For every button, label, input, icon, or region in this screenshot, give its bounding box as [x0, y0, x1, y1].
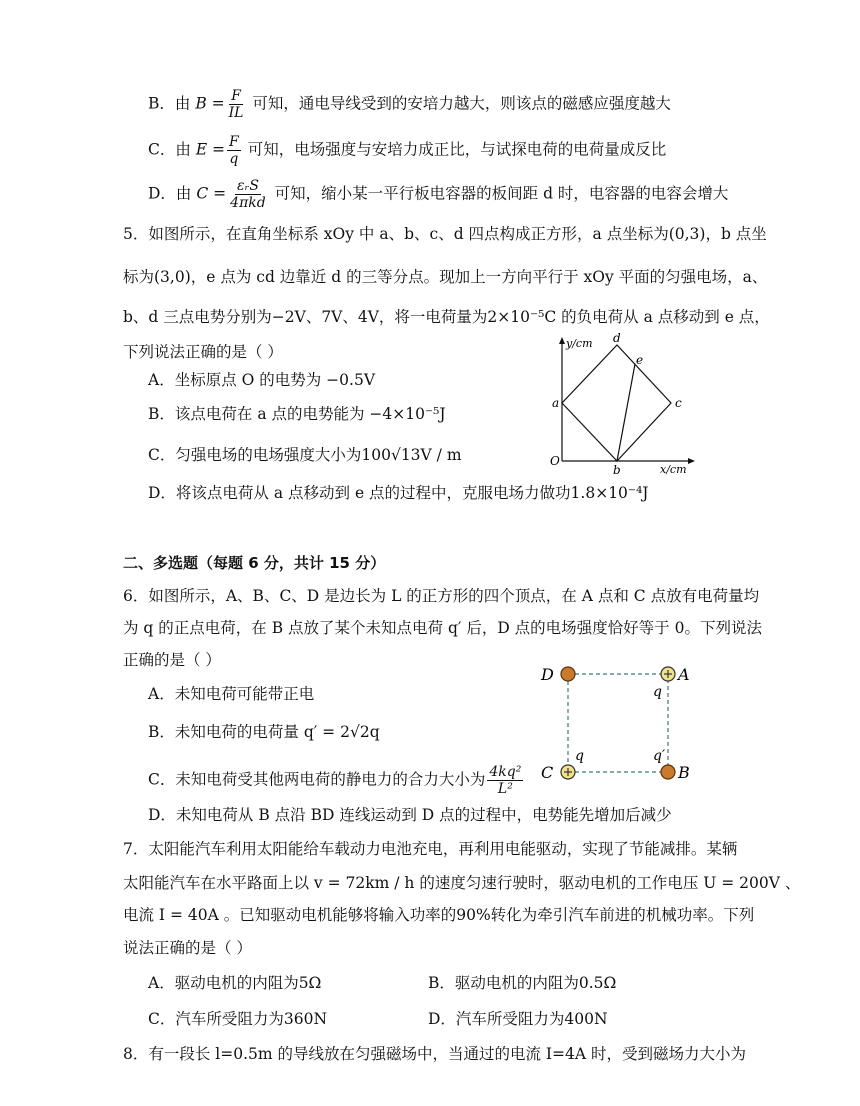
- q6-charge-b: [661, 765, 675, 779]
- q4-c-numerator: F: [229, 134, 239, 150]
- q6-option-a: A．未知电荷可能带正电: [148, 685, 315, 703]
- q6-label-qb: q′: [653, 748, 666, 764]
- q5-line-be: [617, 364, 635, 461]
- q4-option-b: [148, 88, 671, 121]
- q4-c-denominator: q: [229, 151, 239, 167]
- q5-ylabel: y/cm: [566, 337, 593, 350]
- q4-option-c: [148, 134, 666, 167]
- q7-line-3: 电流 I = 40A 。已知驱动电机能够将输入功率的90%转化为牵引汽车前进的机械功率。下列: [123, 906, 755, 924]
- q5-point-a: a: [552, 396, 560, 410]
- q6-line-3: 正确的是（ ）: [123, 651, 221, 669]
- q5-option-c: C．匀强电场的电场强度大小为100√13V / m: [148, 446, 462, 464]
- section-2-heading: 二、多选题（每题 6 分，共计 15 分）: [123, 554, 386, 572]
- q8-line-1: 8．有一段长 l=0.5m 的导线放在匀强磁场中，当通过的电流 I=4A 时，受到磁场力大小为: [123, 1045, 747, 1063]
- q5-line-4: 下列说法正确的是（ ）: [123, 343, 283, 361]
- q4-c-text: 可知，电场强度与安培力成正比，与试探电荷的电荷量成反比: [247, 140, 667, 159]
- q5-option-a: A．坐标原点 O 的电势为 −0.5V: [148, 371, 376, 389]
- q6-option-b: B．未知电荷的电荷量 q′ = 2√2q: [148, 723, 380, 741]
- q7-option-b: B．驱动电机的内阻为0.5Ω: [428, 974, 617, 992]
- q7-line-4: 说法正确的是（ ）: [123, 939, 252, 957]
- q4-d-prefix: D．由: [148, 184, 192, 203]
- q6-label-b: B: [678, 763, 690, 782]
- q6-square-figure: [535, 660, 715, 785]
- q7-option-d: D．汽车所受阻力为400N: [428, 1010, 608, 1028]
- q6-option-d: D．未知电荷从 B 点沿 BD 连线运动到 D 点的过程中，电势能先增加后减少: [148, 806, 672, 824]
- q6-label-c: C: [541, 763, 554, 782]
- q4-d-fraction: [228, 178, 268, 211]
- q5-origin-label: O: [550, 454, 560, 468]
- q7-line-2: 太阳能汽车在水平路面上以 v = 72km / h 的速度匀速行驶时，驱动电机的工作电压 U = 200V 、: [123, 874, 801, 892]
- q5-coordinate-figure: [540, 333, 700, 478]
- q5-point-d: d: [613, 333, 621, 345]
- q6-c-numerator: 4kq²: [489, 764, 522, 780]
- q6-line-1: 6．如图所示，A、B、C、D 是边长为 L 的正方形的四个顶点，在 A 点和 C 点放有电荷量均: [123, 587, 760, 605]
- q4-c-formula-lhs: E =: [195, 140, 226, 159]
- q4-b-prefix: B．由: [148, 94, 191, 113]
- q6-charge-d: [561, 667, 575, 681]
- q6-label-qa: q: [653, 684, 662, 700]
- q5-point-c: c: [675, 396, 682, 410]
- q4-d-numerator: εᵣS: [236, 178, 259, 194]
- q4-option-d: [148, 178, 728, 211]
- q6-option-c: [148, 764, 525, 797]
- q4-d-text: 可知，缩小某一平行板电容器的板间距 d 时，电容器的电容会增大: [274, 184, 729, 203]
- q6-label-qc: q: [575, 748, 584, 764]
- q4-c-prefix: C．由: [148, 140, 191, 159]
- q5-option-d: D．将该点电荷从 a 点移动到 e 点的过程中，克服电场力做功1.8×10⁻⁴J: [148, 484, 649, 502]
- q5-line-1: 5．如图所示，在直角坐标系 xOy 中 a、b、c、d 四点构成正方形，a 点坐标为(0,3)，b 点坐: [123, 225, 767, 243]
- q4-b-text: 可知，通电导线受到的安培力越大，则该点的磁感应强度越大: [252, 94, 671, 113]
- q5-option-b: B．该点电荷在 a 点的电势能为 −4×10⁻⁵J: [148, 405, 446, 423]
- q5-x-arrow: [688, 458, 695, 464]
- q7-line-1: 7．太阳能汽车利用太阳能给车载动力电池充电，再利用电能驱动，实现了节能减排。某辆: [123, 840, 738, 858]
- q4-b-numerator: F: [231, 88, 241, 104]
- q4-b-fraction: [227, 88, 246, 121]
- q6-c-denominator: L²: [497, 781, 513, 797]
- q6-label-a: A: [678, 665, 690, 684]
- q7-option-c: C．汽车所受阻力为360N: [148, 1010, 328, 1028]
- q6-label-d: D: [541, 665, 554, 684]
- q5-square: [562, 345, 671, 461]
- q4-d-denominator: 4πkd: [230, 195, 266, 211]
- q5-y-arrow: [559, 337, 565, 344]
- q6-c-fraction: [487, 764, 523, 797]
- q6-c-text: C．未知电荷受其他两电荷的静电力的合力大小为: [148, 770, 486, 789]
- q4-b-formula-lhs: B =: [195, 94, 225, 113]
- q5-point-e: e: [636, 353, 644, 367]
- q5-line-3: b、d 三点电势分别为−2V、7V、4V，将一电荷量为2×10⁻⁵C 的负电荷从 a 点移动到 e 点，: [123, 308, 770, 326]
- q4-d-formula-lhs: C =: [196, 184, 227, 203]
- q4-c-fraction: [227, 134, 241, 167]
- q5-point-b: b: [613, 463, 621, 477]
- q4-b-denominator: IL: [228, 105, 244, 121]
- q7-option-a: A．驱动电机的内阻为5Ω: [148, 974, 322, 992]
- q5-xlabel: x/cm: [660, 463, 687, 476]
- q5-line-2: 标为(3,0)，e 点为 cd 边靠近 d 的三等分点。现加上一方向平行于 xOy 平面的匀强电场，a、: [123, 268, 768, 286]
- q6-line-2: 为 q 的正点电荷，在 B 点放了某个未知点电荷 q′ 后，D 点的电场强度恰好等于 0。下列说法: [123, 619, 762, 637]
